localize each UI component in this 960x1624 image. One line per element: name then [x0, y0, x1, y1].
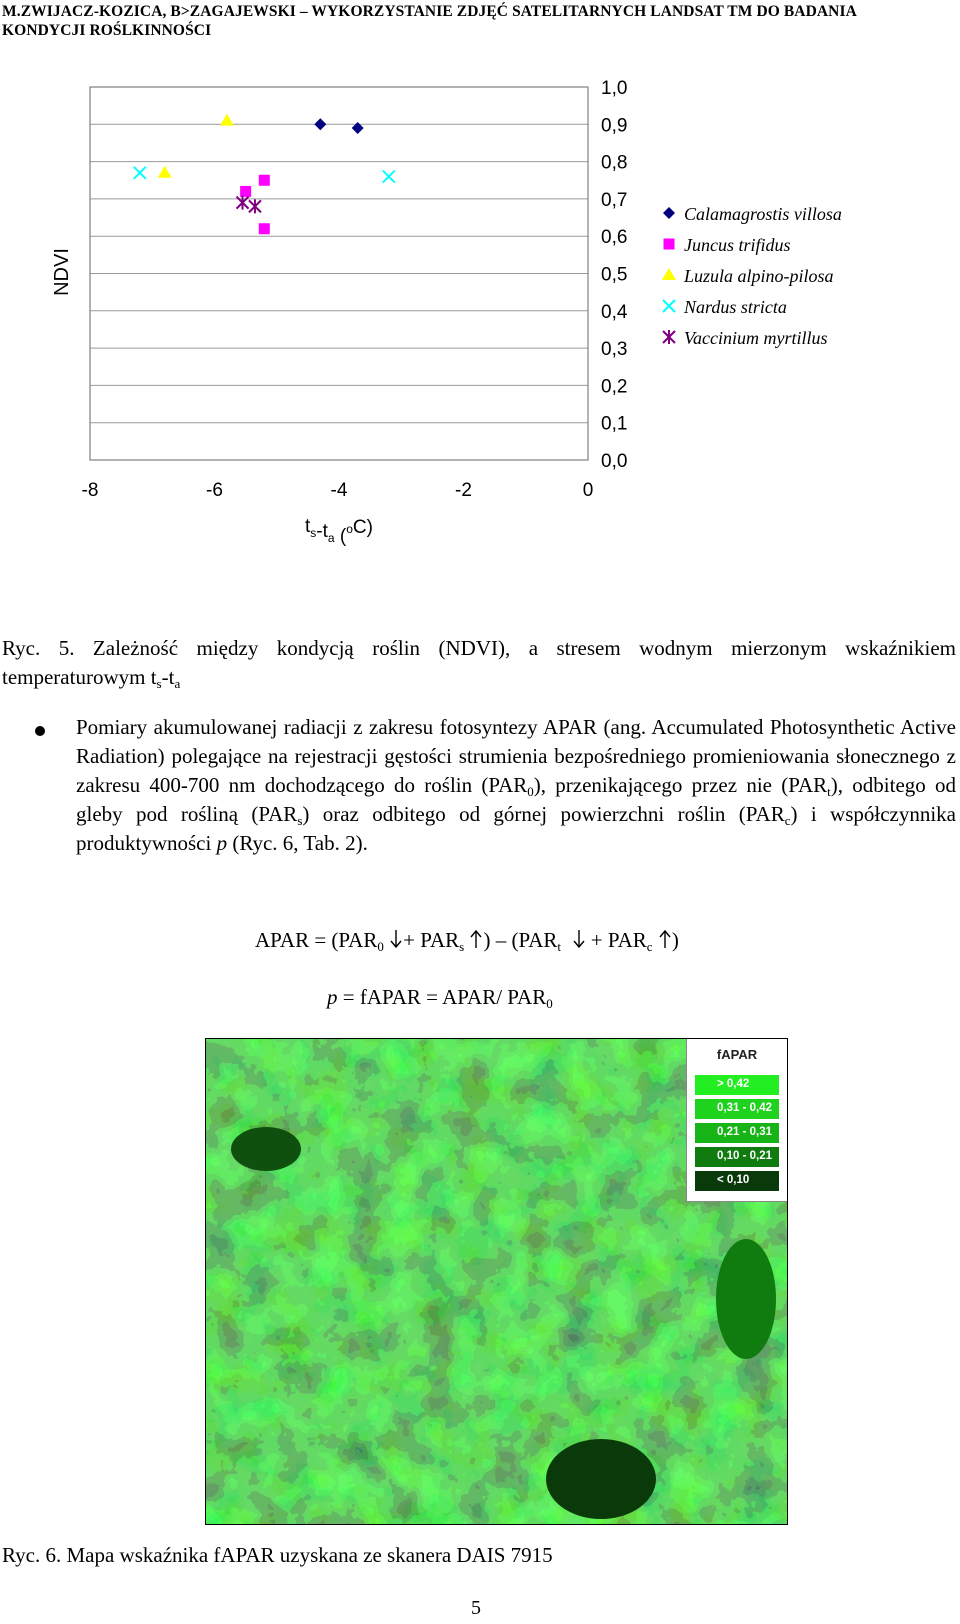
y-tick-label: 0,6	[601, 227, 628, 249]
bullet-point	[35, 726, 45, 736]
legend-marker	[662, 268, 676, 280]
legend-marker	[663, 300, 675, 312]
x-axis-label: $t_s-t_a$ ($^o$C)	[305, 516, 373, 547]
fapar-legend	[686, 1039, 787, 1202]
y-tick-label: 0,2	[601, 376, 628, 398]
legend-marker	[663, 330, 675, 344]
legend-label: Vaccinium myrtillus	[684, 328, 828, 348]
x-tick-label: -4	[330, 480, 348, 501]
legend-item: > 0,42	[695, 1075, 785, 1097]
arrow-down-icon	[572, 928, 586, 948]
legend-label: Nardus stricta	[684, 297, 787, 317]
legend-label: Juncus trifidus	[684, 235, 791, 255]
header-line-1: M.ZWIJACZ-KOZICA, B>ZAGAJEWSKI – WYKORZYSTANIE ZDJĘĆ SATELITARNYCH LANDSAT TM DO BADANIA	[2, 3, 857, 20]
arrow-up-icon	[469, 928, 483, 948]
y-tick-label: 0,1	[601, 413, 628, 435]
data-point	[220, 114, 234, 126]
legend-item: 0,10 - 0,21	[695, 1147, 785, 1169]
y-tick-label: 0,7	[601, 189, 628, 211]
data-point	[259, 223, 270, 234]
y-tick-label: 0,0	[601, 451, 628, 472]
arrow-up-icon	[658, 928, 672, 948]
data-point	[314, 118, 326, 130]
figure-5-caption: Ryc. 5. Zależność między kondycją roślin (NDVI), a stresem wodnym mierzonym wskaźnikiem temperaturowym $t_s-t_a$	[2, 636, 956, 691]
legend-marker	[663, 207, 675, 219]
data-point	[259, 175, 270, 186]
legend-marker	[664, 239, 675, 250]
fapar-map	[205, 1038, 788, 1525]
x-tick-label: -8	[81, 480, 99, 501]
y-tick-label: 0,5	[601, 264, 628, 286]
header-line-2: KONDYCJI ROŚLKINNOŚCI	[2, 22, 212, 39]
data-point	[383, 171, 395, 183]
data-point	[158, 166, 172, 178]
fapar-formula: p = fAPAR = APAR/ $PAR_0$	[327, 985, 553, 1011]
page-number: 5	[471, 1597, 481, 1619]
data-point	[237, 196, 249, 210]
legend-item: 0,21 - 0,31	[695, 1123, 785, 1145]
legend-item: 0,31 - 0,42	[695, 1099, 785, 1121]
data-point	[240, 186, 251, 197]
apar-paragraph: Pomiary akumulowanej radiacji z zakresu fotosyntezy APAR (ang. Accumulated Photosynthetic Active Radiation) polegające na rejestracji gęstości strumienia bezpośredniego promieniowania słonecznego z zakresu 400-700 nm dochodzącego do roślin $(PAR_0)$, przenikającego przez nie $(PAR_t)$, odbitego od gleby pod rośliną $(PAR_s)$ oraz odbitego od górnej powierzchni roślin $(PAR_c)$ i współczynnika produktywności p (Ryc. 6, Tab. 2).	[76, 715, 957, 855]
legend-label: Luzula alpino-pilosa	[684, 266, 834, 286]
legend-title: fAPAR	[716, 1047, 758, 1062]
legend-item: < 0,10	[695, 1171, 785, 1193]
running-header	[2, 2, 952, 40]
y-tick-label: 0,3	[601, 339, 628, 361]
data-point	[249, 199, 261, 213]
y-tick-label: 0,9	[601, 115, 628, 137]
y-tick-label: 1,0	[601, 78, 628, 99]
y-axis-label: NDVI	[51, 248, 73, 296]
arrow-down-icon	[389, 928, 403, 948]
apar-formula: APAR = ($PAR_0 + PAR_s$ ) – ($PAR_t + PAR_c$ )	[255, 928, 679, 954]
y-tick-label: 0,4	[601, 301, 628, 323]
legend-label: Calamagrostis villosa	[684, 204, 842, 224]
ndvi-scatter-chart	[0, 60, 900, 600]
figure-6-caption: Ryc. 6. Mapa wskaźnika fAPAR uzyskana ze skanera DAIS 7915	[2, 1543, 553, 1567]
x-tick-label: -2	[455, 480, 472, 501]
data-point	[134, 167, 146, 179]
y-tick-label: 0,8	[601, 152, 628, 174]
x-tick-label: -6	[206, 480, 223, 501]
x-tick-label: 0	[582, 480, 594, 501]
